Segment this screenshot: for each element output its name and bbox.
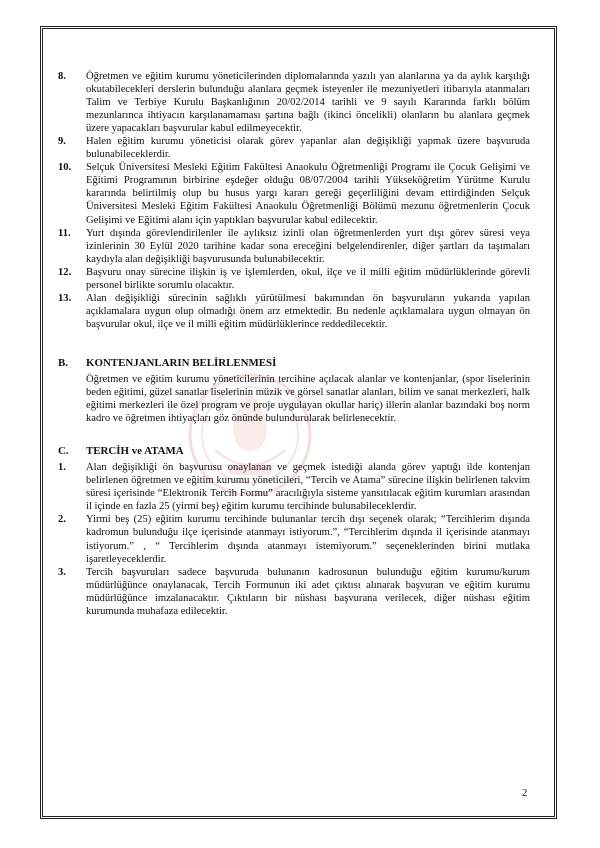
item-text: Başvuru onay sürecine ilişkin iş ve işlemlerden, okul, ilçe ve il milli eğitim müdürlüklerinde görevli personel birlikte sorumlu olacaktır. xyxy=(86,266,530,291)
list-item xyxy=(58,161,530,226)
item-text: Alan değişikliği sürecinin sağlıklı yürütülmesi bakımından ön başvuruların yukarıda yapılan açıklamalara uygun olup olmadığı önem arz etmektedir. Bu nedenle açıklamalara uygun olmayan ön başvurular okul, ilçe ve il milli eğitim müdürlüklerince reddedilecektir. xyxy=(86,292,530,330)
list-item xyxy=(58,566,530,618)
section-letter: B. xyxy=(58,356,68,369)
section-letter: C. xyxy=(58,445,69,458)
item-number: 13. xyxy=(58,292,72,304)
numbered-list-top xyxy=(58,70,530,331)
section-title: KONTENJANLARIN BELİRLENMESİ xyxy=(86,356,277,369)
item-number: 10. xyxy=(58,162,72,174)
numbered-list-section-c xyxy=(58,461,530,618)
item-number: 11. xyxy=(58,227,71,239)
item-text: Alan değişikliği ön başvurusu onaylanan ve geçmek istediği alanda görev yaptığı ilde kontenjan belirlenen öğretmen ve eğitim kurumu yöneticileri, “Tercih ve Atama” sürecine ilişkin belirlenen takvim süresi içerisinde “Elektronik Tercih Formu” aracılığıyla sisteme yansıtılacak eğitim kurumları arasından il içinde en fazla 25 (yirmi beş) eğitim kurumu tercihinde bulunabileceklerdir. xyxy=(86,462,530,513)
item-text: Yurt dışında görevlendirilenler ile aylıksız izinli olan öğretmenlerden yurt dışı görev süresi veya izinlerinin 30 Eylül 2020 tarihine kadar sona ereceğini belgelendirenler, diğer şartları da taşımaları kaydıyla alan değişikliği başvurusunda bulunabilecektir. xyxy=(86,227,530,265)
section-b-body: Öğretmen ve eğitim kurumu yöneticilerinin tercihine açılacak alanlar ve kontenjanlar, (spor liselerinin beden eğitimi, güzel sanatlar liselerinin müzik ve görsel sanatlar alanları, bilim ve sanat merkezleri, halk eğitimi merkezleri ile özel program ve proje uygulayan okullar hariç) illerin alanlar bazındaki boş norm kadro ve öğretmen ihtiyaçları göz önünde bulundurularak belirlenecektir. xyxy=(86,373,530,425)
item-number: 2. xyxy=(58,514,66,526)
item-number: 1. xyxy=(58,462,66,474)
list-item xyxy=(58,461,530,513)
section-title: TERCİH ve ATAMA xyxy=(86,445,184,458)
item-text: Öğretmen ve eğitim kurumu yöneticilerinden diplomalarında yazılı yan alanlarına ya da aylık karşılığı okutabilecekleri derslerin bulunduğu alanlara geçmek isteyenler ile mezuniyetleri itibarıyla atanmaları Talim ve Terbiye Kurulu Başkanlığının 20/02/2014 tarihli ve 9 sayılı Kararında farklı bölüm mezunlarınca ihtiyacın karşılanamaması şartına bağlı (ikinci öncelikli) olanların bu alanlara geçmek üzere yapacakları başvurular kabul edilmeyecektir. xyxy=(86,71,530,135)
document-body xyxy=(58,70,530,618)
item-text: Yirmi beş (25) eğitim kurumu tercihinde bulunanlar tercih dışı seçenek olarak; “Tercihlerim dışında kadromun bulunduğu ilçe içerisinde atanmayı istiyorum.”, “Tercihlerim dışında il içerisinde atanmayı istiyorum.” , “ Tercihlerim dışında atanmayı istemiyorum.” seçeneklerinden birini mutlaka işaretleyeceklerdir. xyxy=(86,514,530,565)
list-item xyxy=(58,266,530,292)
item-number: 8. xyxy=(58,71,66,82)
list-item xyxy=(58,513,530,565)
list-item xyxy=(58,292,530,331)
section-b-heading xyxy=(58,357,530,370)
page-number: 2 xyxy=(522,788,528,799)
item-number: 12. xyxy=(58,266,72,278)
list-item xyxy=(58,70,530,135)
list-item xyxy=(58,227,530,266)
item-text: Halen eğitim kurumu yöneticisi olarak görev yapanlar alan değişikliği yapmak üzere başvuruda bulunabileceklerdir. xyxy=(86,136,530,161)
section-c-heading xyxy=(58,445,530,458)
item-number: 9. xyxy=(58,136,66,148)
item-text: Selçuk Üniversitesi Mesleki Eğitim Fakültesi Anaokulu Öğretmenliği Programı ile Çocuk Gelişimi ve Eğitimi Programının birbirine eşdeğer olduğu 08/07/2004 tarihli Yükseköğretim Yürütme Kurulu kararında belirtilmiş olup bu husus yargı kararı gereği geçerliliğini devam ettirdiğinden Selçuk Üniversitesi Mesleki Eğitim Fakültesi Anaokulu Öğretmenliği Bölümü mezunu öğretmenlerin Çocuk Gelişimi ve Eğitimi alanı için yaptıkları başvurular kabul edilecektir. xyxy=(86,162,530,226)
item-number: 3. xyxy=(58,566,66,578)
list-item xyxy=(58,135,530,161)
item-text: Tercih başvuruları sadece başvuruda bulunanın kadrosunun bulunduğu eğitim kurumu/kurum müdürlüğünce onaylanacak, Tercih Formunun iki adet çıktısı alınarak başvuran ve eğitim kurumu müdürlüğünce imzalanacaktır. Çıktıların bir nüshası başvurana verilecek, diğer nüshası eğitim kurumunda muhafaza edilecektir. xyxy=(86,566,530,617)
